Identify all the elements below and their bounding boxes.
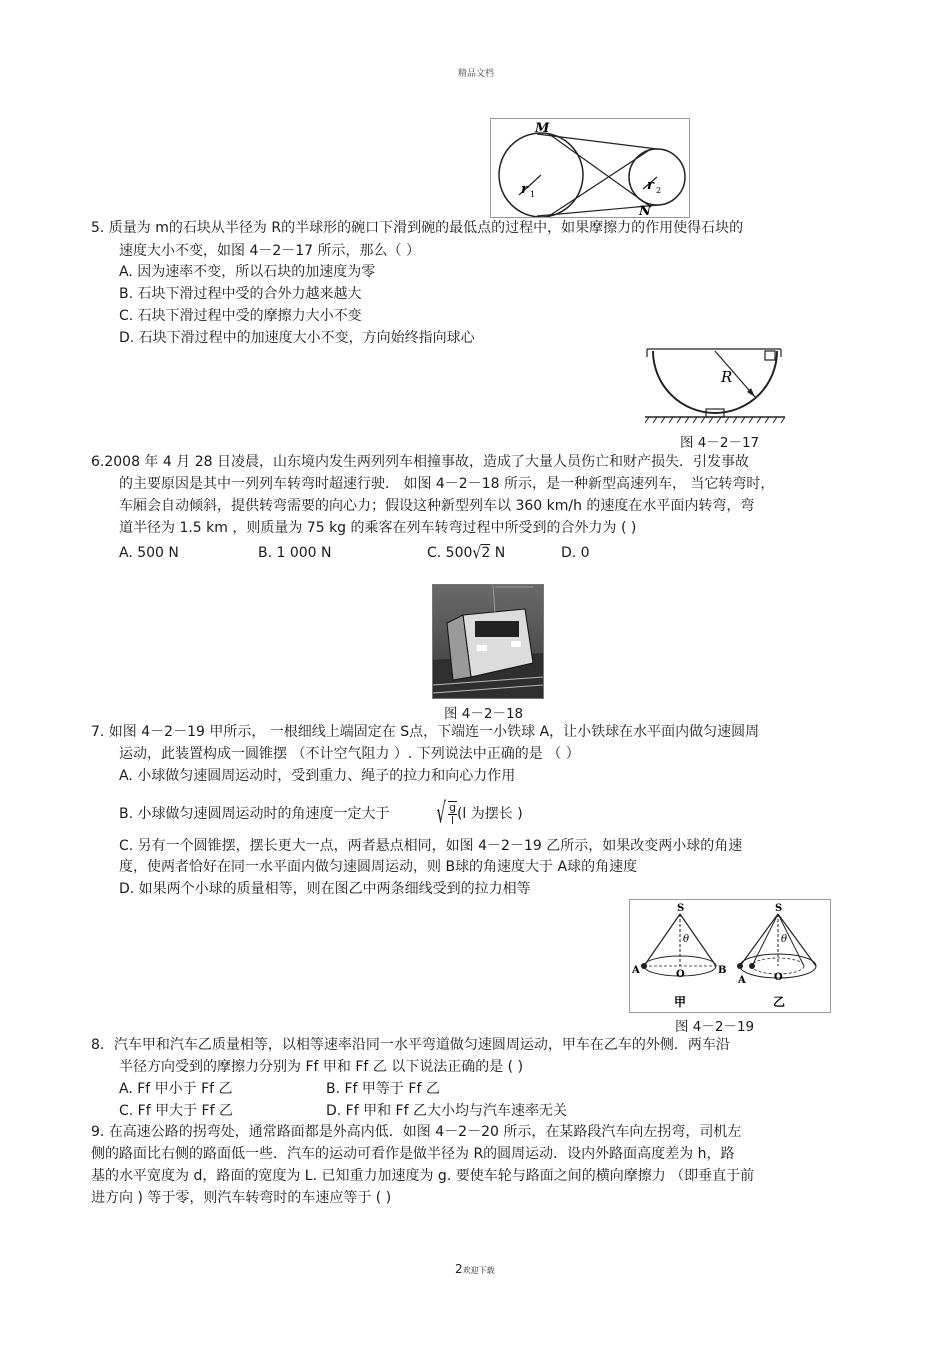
q7-option-c-2: 度，使两者恰好在同一水平面内做匀速圆周运动，则 B球的角速度大于 A球的角速度 bbox=[119, 859, 638, 875]
label-r2: r bbox=[647, 178, 654, 193]
q5-option-c: C. 石块下滑过程中受的摩擦力大小不变 bbox=[119, 308, 362, 324]
q5-option-d: D. 石块下滑过程中的加速度大小不变，方向始终指向球心 bbox=[119, 330, 475, 346]
q5-line-2: 速度大小不变，如图 4－2－17 所示，那么（ ） bbox=[119, 243, 420, 259]
fig19-label-jia: 甲 bbox=[674, 995, 687, 1009]
page-footer bbox=[455, 1262, 495, 1276]
belt-cross-1 bbox=[549, 134, 651, 207]
conical-pendulum-drawing bbox=[630, 900, 830, 1012]
page-header: 精品文档 bbox=[458, 69, 495, 79]
q6-option-c-sqrt: √2 bbox=[472, 543, 491, 563]
q8-option-a: A. Ff 甲小于 Ff 乙 bbox=[119, 1081, 233, 1097]
q5-option-a: A. 因为速率不变，所以石块的加速度为零 bbox=[119, 264, 376, 280]
q6-line-2: 的主要原因是其中一列列车转弯时超速行驶． 如图 4－2－18 所示，是一种新型高速列车， 当它转弯时， bbox=[119, 476, 775, 492]
fig19-label-a2: A bbox=[738, 975, 746, 986]
figure-train-photo bbox=[432, 584, 544, 699]
q9-line-4: 进方向 ) 等于零，则汽车转弯时的车速应等于 ( ) bbox=[91, 1190, 392, 1206]
q8-line-2: 半径方向受到的摩擦力分别为 Ff 甲和 Ff 乙 以下说法正确的是 ( ) bbox=[119, 1059, 524, 1075]
q7-option-a: A. 小球做匀速圆周运动时，受到重力、绳子的拉力和向心力作用 bbox=[119, 768, 516, 784]
q7-option-b-den: l bbox=[450, 814, 454, 827]
q6-option-c-suffix: N bbox=[490, 545, 506, 561]
q5-option-b: B. 石块下滑过程中受的合外力越来越大 bbox=[119, 286, 362, 302]
q9-line-1: 9. 在高速公路的拐弯处，通常路面都是外高内低．如图 4－2－20 所示，在某路段汽车向左拐弯，司机左 bbox=[91, 1124, 742, 1140]
label-n: N bbox=[639, 204, 651, 217]
figure-belt-pulleys bbox=[490, 118, 690, 218]
bowl-drawing bbox=[645, 347, 785, 427]
q6-option-c-prefix: C. 500 bbox=[427, 545, 473, 561]
figure-conical-pendulum bbox=[629, 899, 831, 1013]
caption-fig-4-2-19: 图 4－2－19 bbox=[675, 1019, 755, 1035]
q8-line-1: 8．汽车甲和汽车乙质量相等，以相等速率沿同一水平弯道做匀速圆周运动，甲车在乙车的外侧．两车沿 bbox=[91, 1037, 730, 1053]
q7-option-d: D. 如果两个小球的质量相等，则在图乙中两条细线受到的拉力相等 bbox=[119, 881, 531, 897]
footer-note: 欢迎下载 bbox=[462, 1266, 495, 1275]
q6-option-d: D. 0 bbox=[561, 545, 590, 561]
fig19-label-theta1: θ bbox=[683, 934, 690, 945]
q6-line-1: 6.2008 年 4 月 28 日凌晨，山东境内发生两列列车相撞事故，造成了大量人员伤亡和财产损失．引发事故 bbox=[91, 454, 749, 470]
q7-option-b-suffix: (l 为摆长 ) bbox=[456, 806, 523, 822]
fig19-label-a1: A bbox=[632, 965, 640, 976]
q8-option-c: C. Ff 甲大于 Ff 乙 bbox=[119, 1103, 233, 1119]
q5-line-1: 5. 质量为 m的石块从半径为 R的半球形的碗口下滑到碗的最低点的过程中，如果摩擦力的作用使得石块的 bbox=[91, 220, 744, 236]
caption-fig-4-2-18: 图 4－2－18 bbox=[444, 706, 524, 722]
fig19-label-b: B bbox=[718, 965, 727, 976]
q7-option-b: B. 小球做匀速圆周运动时的角速度一定大于 √ $\frac{g}{l}$ (l 为摆长 ) bbox=[119, 795, 523, 831]
fig19-label-theta2: θ bbox=[781, 934, 788, 945]
fig19-label-yi: 乙 bbox=[773, 995, 786, 1009]
q8-option-b: B. Ff 甲等于 Ff 乙 bbox=[326, 1081, 440, 1097]
stone-block bbox=[765, 351, 775, 360]
bowl-label-r: R bbox=[721, 368, 733, 386]
q9-line-2: 侧的路面比右侧的路面低一些．汽车的运动可看作是做半径为 R的圆周运动．设内外路面高度差为 h，路 bbox=[91, 1146, 735, 1162]
q6-option-a: A. 500 N bbox=[119, 545, 179, 561]
bowl-arc bbox=[653, 351, 777, 413]
q7-line-2: 运动，此装置构成一圆锥摆 （不计空气阻力 ）. 下列说法中正确的是 （ ） bbox=[119, 746, 580, 762]
q6-option-c bbox=[427, 544, 505, 562]
q7-option-b-fraction bbox=[448, 801, 457, 827]
q7-option-b-num: g bbox=[448, 801, 456, 814]
label-m: M bbox=[535, 121, 550, 136]
q7-line-1: 7. 如图 4－2－19 甲所示， 一根细线上端固定在 S点，下端连一小铁球 A，让小铁球在水平面内做匀速圆周 bbox=[91, 724, 760, 740]
q7-option-b-prefix: B. 小球做匀速圆周运动时的角速度一定大于 bbox=[119, 806, 390, 822]
train-photo-drawing bbox=[433, 585, 543, 698]
q6-option-b: B. 1 000 N bbox=[258, 545, 332, 561]
q6-option-c-radicand: 2 bbox=[481, 545, 491, 561]
label-r1: r bbox=[521, 182, 528, 197]
belt-pulleys-drawing bbox=[491, 119, 689, 217]
fig19-label-o1: O bbox=[676, 969, 685, 980]
label-r1-sub: 1 bbox=[530, 190, 536, 199]
q7-option-c-1: C. 另有一个圆锥摆，摆长更大一点，两者悬点相同，如图 4－2－19 乙所示，如果改变两小球的角速 bbox=[119, 838, 743, 854]
page-number: 2 bbox=[455, 1262, 463, 1276]
q6-line-4: 道半径为 1.5 km ，则质量为 75 kg 的乘客在列车转弯过程中所受到的合外力为 ( ) bbox=[119, 520, 637, 536]
belt-cross-2 bbox=[549, 149, 651, 216]
fig19-label-o2: O bbox=[774, 972, 783, 983]
fig19-label-s2: S bbox=[775, 903, 783, 914]
q6-line-3: 车厢会自动倾斜，提供转弯需要的向心力；假设这种新型列车以 360 km/h 的速度在水平面内转弯，弯 bbox=[119, 498, 755, 514]
fig19-label-s1: S bbox=[677, 903, 685, 914]
q9-line-3: 基的水平宽度为 d，路面的宽度为 L. 已知重力加速度为 g. 要使车轮与路面之间的横向摩擦力 （即垂直于前 bbox=[91, 1168, 755, 1184]
q8-option-d: D. Ff 甲和 Ff 乙大小均与汽车速率无关 bbox=[326, 1103, 567, 1119]
figure-bowl bbox=[645, 347, 785, 427]
label-r2-sub: 2 bbox=[656, 186, 662, 195]
caption-fig-4-2-17: 图 4－2－17 bbox=[680, 435, 760, 451]
belt-top bbox=[537, 134, 657, 149]
